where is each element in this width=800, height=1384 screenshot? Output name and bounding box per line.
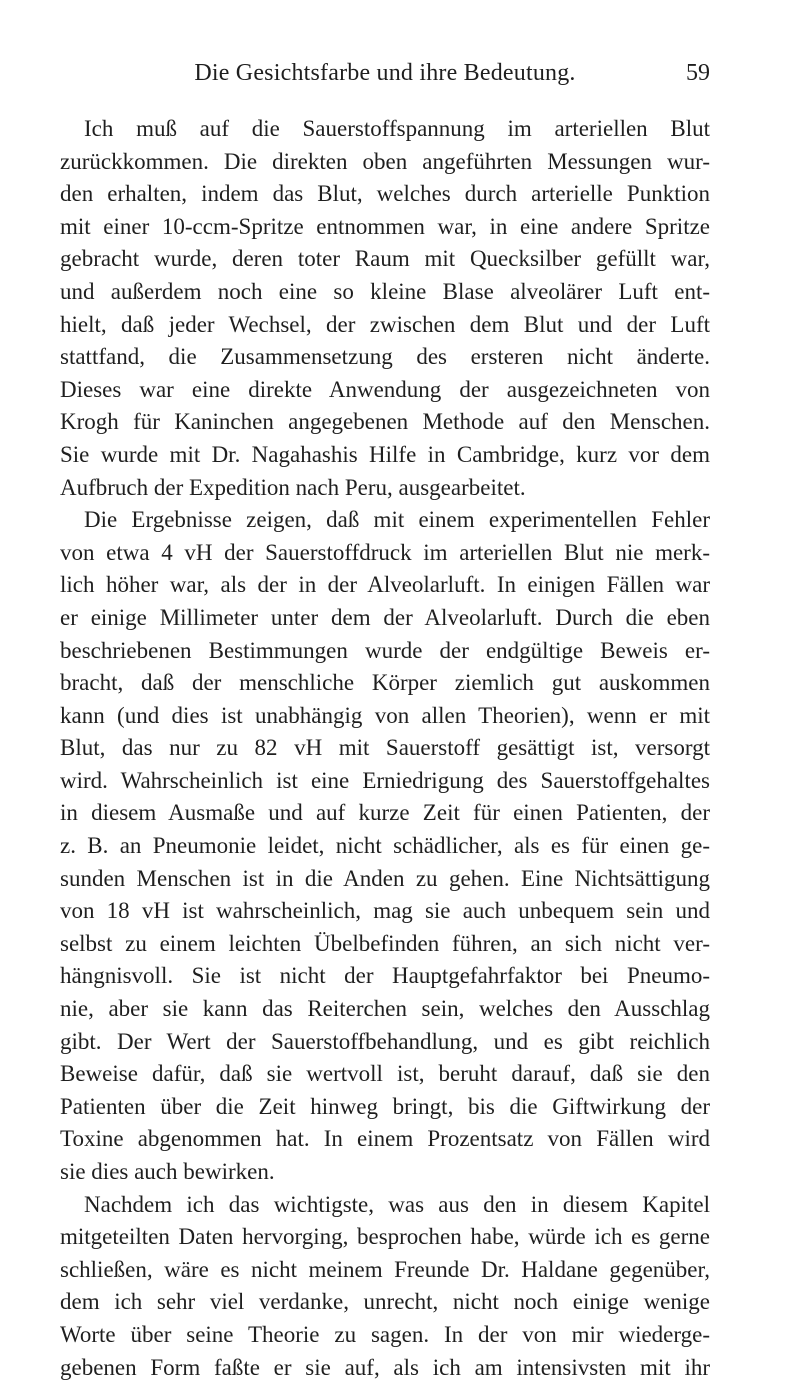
text-line: wird. Wahrscheinlich ist eine Erniedrigung des Sauerstoffgehaltes [60, 767, 710, 793]
text-line: Ich muß auf die Sauerstoffspannung im arteriellen Blut [84, 116, 710, 141]
text-line: in diesem Ausmaße und auf kurze Zeit für einen Patienten, der [60, 800, 710, 826]
text-line: er einige Millimeter unter dem der Alveolarluft. Durch die eben [60, 604, 710, 630]
text-line: gebracht wurde, deren toter Raum mit Quecksilber gefüllt war, [60, 246, 710, 272]
text-line: den erhalten, indem das Blut, welches durch arterielle Punktion [60, 181, 710, 207]
text-line: von etwa 4 vH der Sauerstoffdruck im arteriellen Blut nie merk- [60, 539, 710, 565]
running-head [60, 58, 710, 92]
text-line: z. B. an Pneumonie leidet, nicht schädlicher, als es für einen ge- [60, 833, 710, 859]
text-line: und außerdem noch eine so kleine Blase alveolärer Luft ent- [60, 278, 710, 304]
text-line: sunden Menschen ist in die Anden zu gehen. Eine Nichtsättigung [60, 865, 710, 891]
text-line: Blut, das nur zu 82 vH mit Sauerstoff gesättigt ist, versorgt [60, 735, 710, 761]
text-line: Aufbruch der Expedition nach Peru, ausgearbeitet. [60, 474, 526, 500]
text-line: zurückkommen. Die direkten oben angeführten Messungen wur- [60, 148, 710, 174]
text-line: lich höher war, als der in der Alveolarluft. In einigen Fällen war [60, 572, 710, 598]
text-line: Beweise dafür, daß sie wertvoll ist, beruht darauf, daß sie den [60, 1061, 710, 1087]
text-line: Krogh für Kaninchen angegebenen Methode auf den Menschen. [60, 409, 710, 435]
body-text [60, 113, 710, 1384]
text-line: mit einer 10-ccm-Spritze entnommen war, in eine andere Spritze [60, 213, 710, 239]
text-line: stattfand, die Zusammensetzung des ersteren nicht änderte. [60, 344, 710, 370]
text-line: schließen, wäre es nicht meinem Freunde Dr. Haldane gegenüber, [60, 1256, 710, 1282]
text-line: hielt, daß jeder Wechsel, der zwischen dem Blut und der Luft [60, 311, 710, 337]
text-line: dem ich sehr viel verdanke, unrecht, nicht noch einige wenige [60, 1289, 710, 1315]
text-line: Patienten über die Zeit hinweg bringt, bis die Giftwirkung der [60, 1093, 710, 1119]
text-line: von 18 vH ist wahrscheinlich, mag sie auch unbequem sein und [60, 898, 710, 924]
text-line: sie dies auch bewirken. [60, 1159, 275, 1184]
text-line: Die Ergebnisse zeigen, daß mit einem experimentellen Fehler [84, 507, 710, 533]
text-line: hängnisvoll. Sie ist nicht der Hauptgefahrfaktor bei Pneumo- [60, 963, 710, 989]
text-line: gebenen Form faßte er sie auf, als ich am intensivsten mit ihr [60, 1354, 710, 1380]
page-number: 59 [686, 60, 710, 86]
text-line: Toxine abgenommen hat. In einem Prozentsatz von Fällen wird [60, 1126, 710, 1152]
text-line: Worte über seine Theorie zu sagen. In der von mir wiederge- [60, 1321, 710, 1347]
text-line: nie, aber sie kann das Reiterchen sein, welches den Ausschlag [60, 996, 710, 1022]
text-line: Nachdem ich das wichtigste, was aus den in diesem Kapitel [84, 1191, 710, 1217]
text-line: bracht, daß der menschliche Körper ziemlich gut auskommen [60, 670, 710, 696]
text-line: beschriebenen Bestimmungen wurde der endgültige Beweis er- [60, 637, 710, 663]
text-line: gibt. Der Wert der Sauerstoffbehandlung, und es gibt reichlich [60, 1028, 710, 1054]
text-line: selbst zu einem leichten Übelbefinden führen, an sich nicht ver- [60, 930, 710, 956]
text-line: kann (und dies ist unabhängig von allen Theorien), wenn er mit [60, 702, 710, 728]
running-title: Die Gesichtsfarbe und ihre Bedeutung. [194, 60, 576, 86]
text-line: Dieses war eine direkte Anwendung der ausgezeichneten von [60, 376, 710, 402]
text-line: Sie wurde mit Dr. Nagahashis Hilfe in Cambridge, kurz vor dem [60, 441, 710, 467]
text-line: mitgeteilten Daten hervorging, besprochen habe, würde ich es gerne [60, 1224, 710, 1250]
